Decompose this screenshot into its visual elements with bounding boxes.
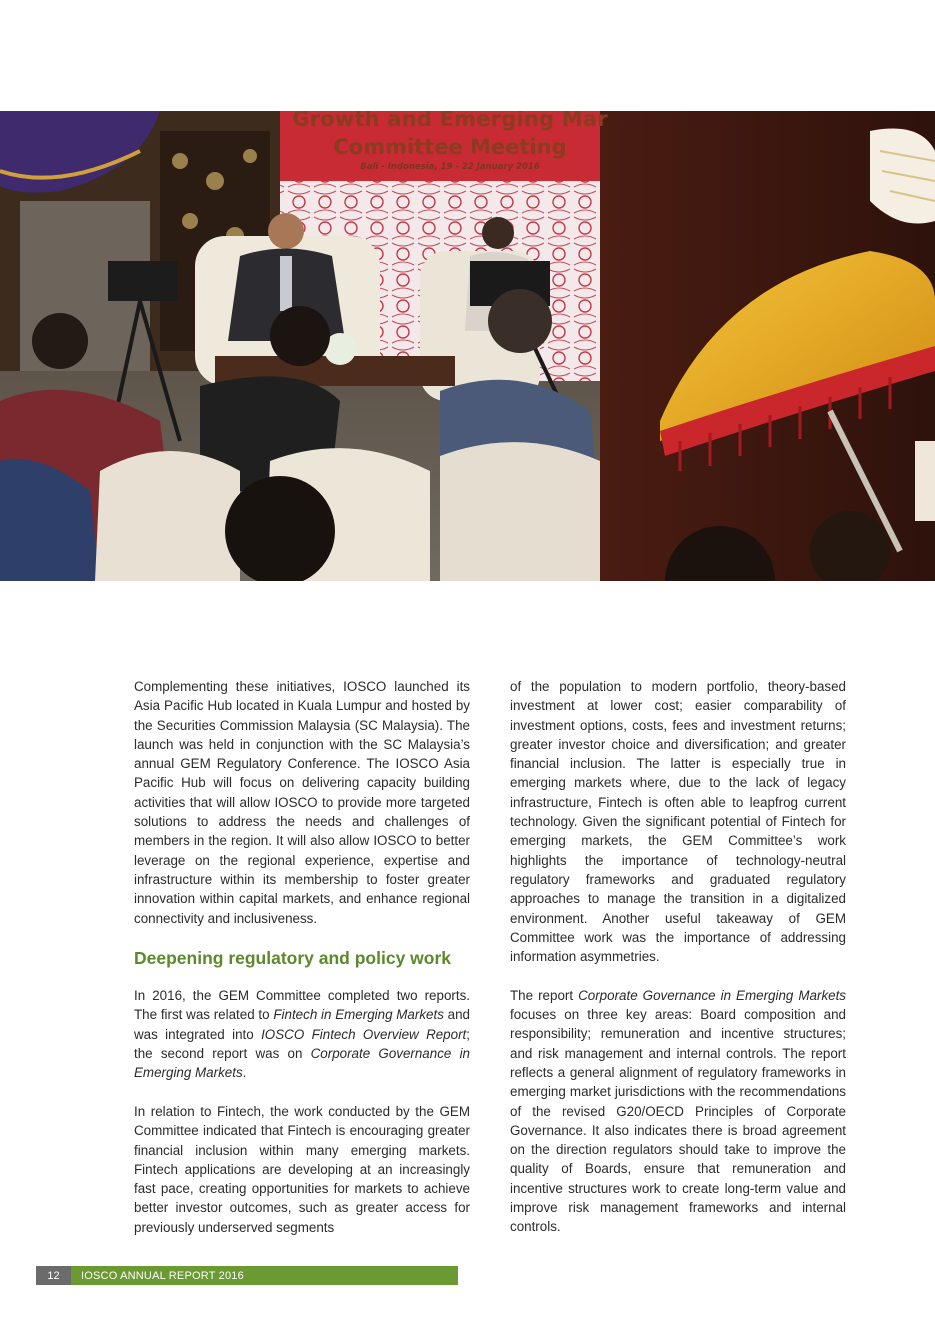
report-title-fintech: Fintech in Emerging Markets (273, 1007, 444, 1023)
banner-date-location: Bali - Indonesia, 19 - 22 January 2016 (360, 162, 540, 172)
meeting-photo (0, 111, 935, 581)
paragraph-gem-reports (134, 986, 470, 1082)
report-title: IOSCO ANNUAL REPORT 2016 (71, 1266, 458, 1285)
paragraph-fintech-continued: of the population to modern portfolio, theory-based investment at lower cost; easier comparability of investment options, costs, fees and investment returns; greater investor choice and diversification; and greater financial inclusion. The latter is especially true in emerging markets where, due to the lack of legacy infrastructure, Fintech is often able to leapfrog current technology. Given the significant potential of Fintech for emerging markets, the GEM Committee’s work highlights the importance of technology-neutral regulatory frameworks and graduated regulatory approaches to manage the transition in a digitalized environment. Another useful takeaway of GEM Committee work was the importance of addressing information asymmetries. (510, 679, 846, 965)
banner-title-line2: Committee Meeting (333, 135, 567, 159)
section-heading: Deepening regulatory and policy work (134, 948, 452, 969)
photo-illustration (0, 111, 935, 581)
report-title-corporate-governance: Corporate Governance in Emerging Markets (578, 987, 846, 1003)
banner-title-line1: Growth and Emerging Mar (292, 111, 608, 131)
text-run: The report (510, 987, 579, 1003)
report-title-corporate-governance: Corporate Governance in Emerging Markets (134, 1046, 470, 1081)
page-footer (36, 1266, 458, 1285)
banner-text (290, 111, 610, 172)
page-number: 12 (36, 1266, 71, 1285)
text-run: ; the second report was on (134, 1026, 470, 1062)
paragraph-fintech: In relation to Fintech, the work conducted by the GEM Committee indicated that Fintech is encouraging greater financial inclusion within many emerging markets. Fintech applications are developing at an increasingly fast pace, creating opportunities for markets to achieve better investor outcomes, such as greater access for previously underserved segments (134, 1103, 470, 1235)
paragraph-asia-pacific-hub: Complementing these initiatives, IOSCO launched its Asia Pacific Hub located in Kuala Lumpur and hosted by the Securities Commission Malaysia (SC Malaysia). The launch was held in conjunction with the SC Malaysia’s annual GEM Regulatory Conference. The IOSCO Asia Pacific Hub will focus on delivering capacity building activities that will allow IOSCO to provide more targeted solutions to address the needs and challenges of members in the region. It will also allow IOSCO to better leverage on the regional experience, expertise and infrastructure within its membership to foster greater innovation within capital markets, and enhance regional connectivity and inclusiveness. (134, 679, 470, 926)
text-run: focuses on three key areas: Board composition and responsibility; remuneration and incentive structures; and risk management and internal controls. The report reflects a general alignment of regulatory frameworks in emerging market jurisdictions with the recommendations of the revised G20/OECD Principles of Corporate Governance. It also indicates there is broad agreement on the direction regulators should take to improve the quality of Boards, ensure that remuneration and incentive structures work to create long-term value and improve risk management frameworks and internal controls. (510, 1007, 846, 1235)
left-text-column (134, 677, 470, 1237)
text-run: and was integrated into (134, 1007, 471, 1042)
text-run: . (242, 1065, 247, 1081)
text-run: In 2016, the GEM Committee completed two reports. The first was related to (134, 988, 470, 1023)
paragraph-corporate-governance (510, 986, 846, 1237)
report-title-fintech-overview: IOSCO Fintech Overview Report (261, 1026, 467, 1042)
right-text-column (510, 677, 846, 1237)
